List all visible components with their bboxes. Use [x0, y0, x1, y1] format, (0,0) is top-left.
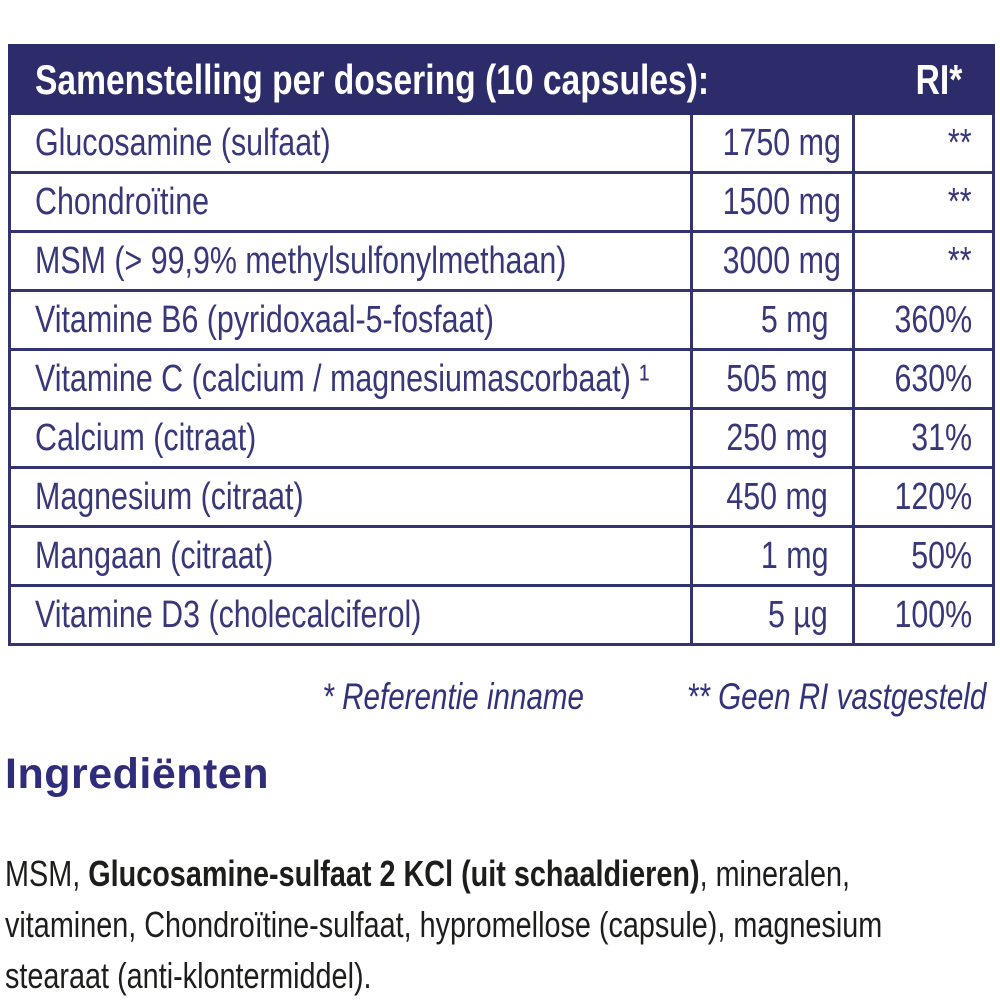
nutrient-amount-cell	[692, 527, 854, 586]
nutrient-name: Mangaan (citraat)	[35, 534, 274, 577]
table-row	[10, 586, 994, 645]
nutrient-ri-cell	[854, 291, 994, 350]
nutrient-ri: 360%	[894, 298, 972, 341]
nutrient-ri-cell	[854, 114, 994, 173]
nutrient-amount-cell	[692, 468, 854, 527]
nutrient-amount-cell	[692, 114, 854, 173]
table-row	[10, 291, 994, 350]
table-row	[10, 114, 994, 173]
nutrient-name: MSM (> 99,9% methylsulfonylmethaan)	[35, 239, 567, 282]
nutrient-name: Vitamine B6 (pyridoxaal-5-fosfaat)	[35, 298, 495, 341]
nutrient-ri-cell	[854, 173, 994, 232]
ingredients-heading: Ingrediënten	[5, 750, 270, 798]
nutrient-name-cell	[10, 409, 692, 468]
nutrient-name: Chondroïtine	[35, 180, 210, 223]
footnote-no-ri: ** Geen RI vastgesteld	[686, 676, 986, 717]
ri-column-header: RI*	[915, 55, 962, 103]
table-title: Samenstelling per dosering (10 capsules):	[35, 55, 710, 103]
nutrient-amount: 1 mg	[760, 534, 828, 577]
nutrient-ri: 120%	[894, 475, 972, 518]
nutrient-amount: 450 mg	[726, 475, 828, 518]
nutrient-name-cell	[10, 173, 692, 232]
nutrient-amount-cell	[692, 409, 854, 468]
nutrient-ri-cell	[854, 527, 994, 586]
nutrient-amount: 1500 mg	[722, 180, 841, 223]
ingredients-paragraph	[5, 848, 949, 1000]
nutrient-ri: 31%	[911, 416, 972, 459]
nutrient-amount-cell	[692, 232, 854, 291]
nutrient-amount: 505 mg	[726, 357, 828, 400]
nutrient-name: Calcium (citraat)	[35, 416, 257, 459]
nutrient-name: Vitamine C (calcium / magnesiumascorbaat) ¹	[35, 357, 650, 400]
nutrient-amount-cell	[692, 291, 854, 350]
nutrient-name-cell	[10, 586, 692, 645]
nutrient-ri: 630%	[894, 357, 972, 400]
table-row	[10, 468, 994, 527]
table-row	[10, 527, 994, 586]
table-row	[10, 350, 994, 409]
footnote-reference-intake: * Referentie inname	[322, 676, 584, 717]
nutrient-amount: 1750 mg	[722, 121, 841, 164]
nutrient-name-cell	[10, 291, 692, 350]
table-header-row	[10, 46, 994, 114]
table-row	[10, 409, 994, 468]
ingredients-text-suffix: , mineralen, vitaminen, Chondroïtine-sulfaat, hypromellose (capsule), magnesium stearaat (anti-klontermiddel).	[5, 853, 883, 996]
nutrient-ri: 100%	[894, 593, 972, 636]
nutrient-amount: 5 mg	[760, 298, 828, 341]
nutrient-name: Magnesium (citraat)	[35, 475, 304, 518]
nutrient-amount: 5 µg	[768, 593, 828, 636]
nutrient-ri-cell	[854, 468, 994, 527]
nutrient-name-cell	[10, 232, 692, 291]
composition-table	[8, 44, 995, 646]
nutrient-name-cell	[10, 350, 692, 409]
nutrient-ri: **	[948, 239, 972, 282]
table-header-ri-cell	[854, 46, 994, 114]
nutrient-name-cell	[10, 468, 692, 527]
nutrient-ri-cell	[854, 350, 994, 409]
table-footnotes	[257, 676, 986, 718]
nutrient-name-cell	[10, 527, 692, 586]
ingredients-text-bold: Glucosamine-sulfaat 2 KCl (uit schaaldieren)	[88, 853, 700, 894]
nutrient-amount-cell	[692, 586, 854, 645]
nutrient-amount-cell	[692, 173, 854, 232]
nutrient-ri: **	[948, 121, 972, 164]
nutrient-name: Glucosamine (sulfaat)	[35, 121, 331, 164]
nutrient-name: Vitamine D3 (cholecalciferol)	[35, 593, 422, 636]
nutrient-ri-cell	[854, 586, 994, 645]
nutrient-amount-cell	[692, 350, 854, 409]
nutrient-ri-cell	[854, 409, 994, 468]
ingredients-text-prefix: MSM,	[5, 853, 89, 894]
nutrient-name-cell	[10, 114, 692, 173]
nutrient-ri: **	[948, 180, 972, 223]
nutrient-amount: 250 mg	[726, 416, 828, 459]
table-header-title-cell	[10, 46, 854, 114]
nutrient-ri: 50%	[911, 534, 972, 577]
table-row	[10, 232, 994, 291]
table-row	[10, 173, 994, 232]
nutrient-ri-cell	[854, 232, 994, 291]
nutrient-amount: 3000 mg	[722, 239, 841, 282]
